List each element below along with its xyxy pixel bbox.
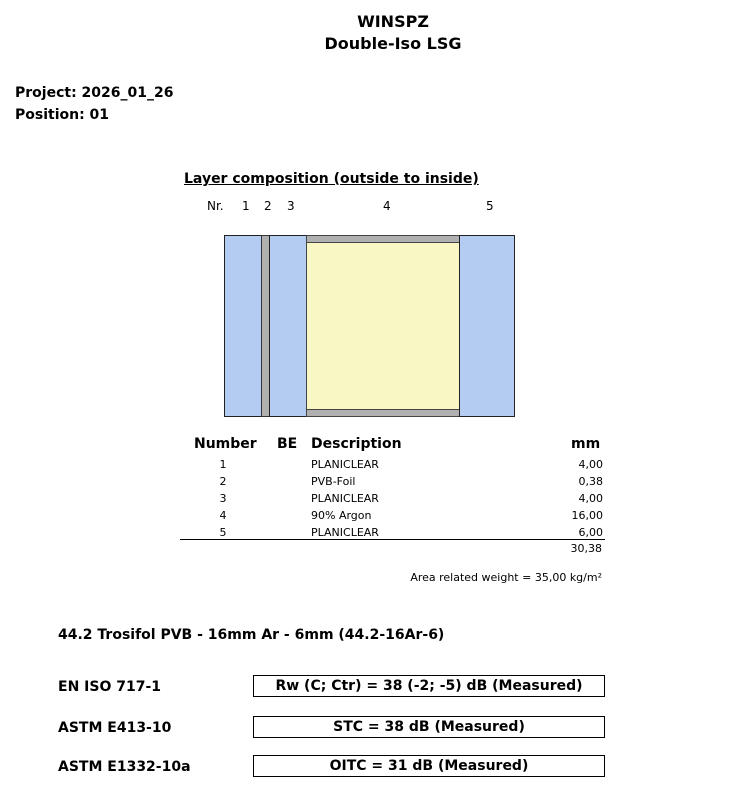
spacer-bottom [306, 409, 460, 417]
nr-4: 4 [383, 199, 391, 213]
standard-astm-e1332-10a: ASTM E1332-10a [58, 759, 191, 775]
rating-box-stc: STC = 38 dB (Measured) [253, 716, 605, 738]
table-row [180, 509, 605, 526]
table-row [180, 475, 605, 492]
rating-box-oitc: OITC = 31 dB (Measured) [253, 755, 605, 777]
document-subtitle: Double-Iso LSG [324, 34, 462, 53]
row-number: 2 [219, 475, 227, 488]
area-weight: Area related weight = 35,00 kg/m² [410, 571, 602, 584]
row-mm: 0,38 [578, 475, 603, 488]
layer-3-glass [269, 235, 307, 417]
rating-box-rw: Rw (C; Ctr) = 38 (-2; -5) dB (Measured) [253, 675, 605, 697]
row-mm: 6,00 [578, 526, 603, 539]
nr-1: 1 [242, 199, 250, 213]
nr-2: 2 [264, 199, 272, 213]
row-number: 3 [219, 492, 227, 505]
spacer-top [306, 235, 460, 243]
row-number: 5 [219, 526, 227, 539]
layer-1-glass [224, 235, 262, 417]
row-number: 4 [219, 509, 227, 522]
header-be: BE [277, 436, 298, 452]
row-description: PLANICLEAR [311, 492, 379, 505]
row-mm: 4,00 [578, 458, 603, 471]
table-row [180, 492, 605, 509]
header-number: Number [194, 436, 257, 452]
nr-label: Nr. [207, 199, 224, 213]
row-description: 90% Argon [311, 509, 372, 522]
table-row [180, 458, 605, 475]
layer-5-glass [459, 235, 515, 417]
total-thickness: 30,38 [570, 542, 602, 555]
row-description: PLANICLEAR [311, 526, 379, 539]
table-row [180, 526, 605, 543]
row-number: 1 [219, 458, 227, 471]
nr-3: 3 [287, 199, 295, 213]
position-line: Position: 01 [15, 107, 110, 123]
row-mm: 16,00 [571, 509, 603, 522]
glazing-configuration: 44.2 Trosifol PVB - 16mm Ar - 6mm (44.2-16Ar-6) [58, 627, 445, 643]
standard-astm-e413-10: ASTM E413-10 [58, 720, 172, 736]
header-description: Description [311, 436, 402, 452]
project-line: Project: 2026_01_26 [15, 85, 174, 101]
document-title: WINSPZ [357, 12, 429, 31]
header-mm: mm [571, 436, 601, 452]
layer-4-gas-cavity [306, 235, 460, 417]
row-description: PLANICLEAR [311, 458, 379, 471]
row-mm: 4,00 [578, 492, 603, 505]
layer-composition-heading: Layer composition (outside to inside) [184, 171, 479, 187]
total-divider [180, 539, 605, 540]
row-description: PVB-Foil [311, 475, 356, 488]
standard-en-iso-717-1: EN ISO 717-1 [58, 679, 161, 695]
nr-5: 5 [486, 199, 494, 213]
